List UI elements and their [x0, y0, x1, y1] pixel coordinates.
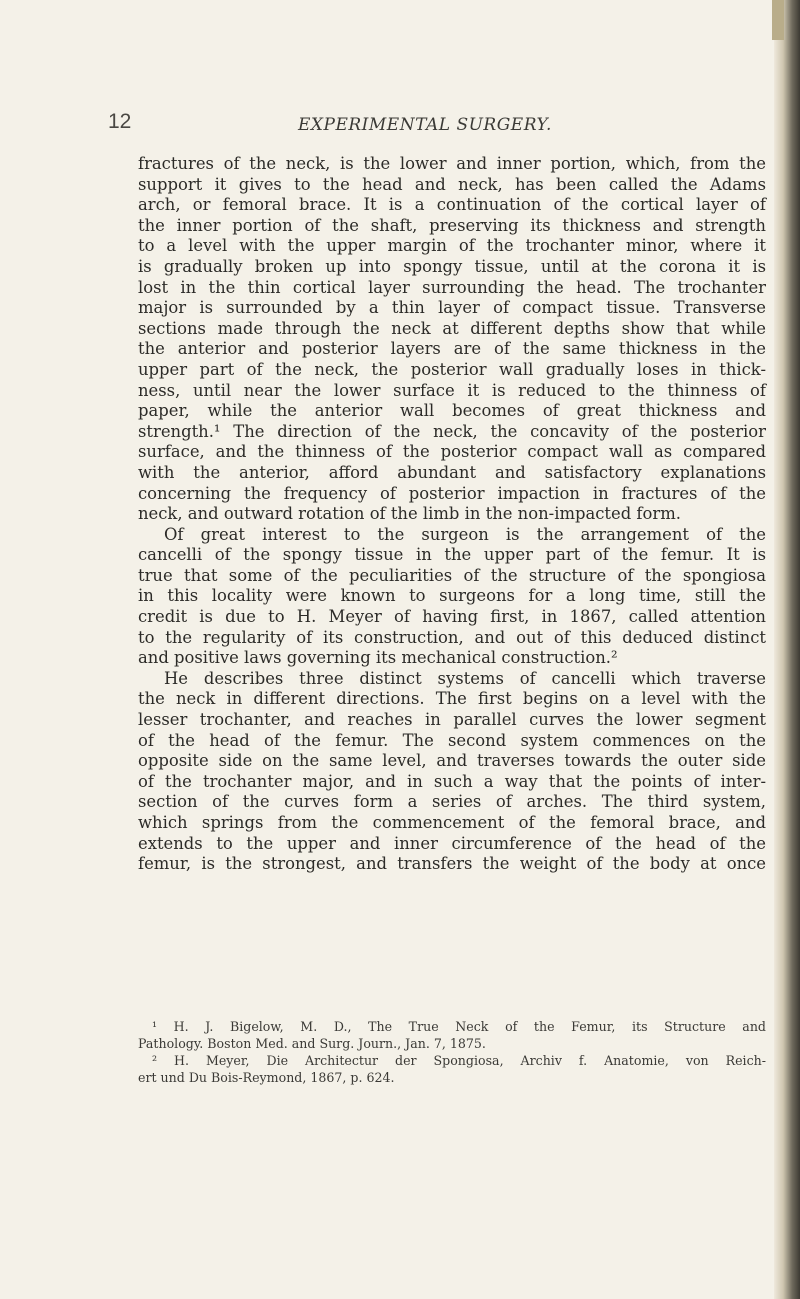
text-line: fractures of the neck, is the lower and inner portion, which, from the	[138, 154, 766, 173]
text-line: the inner portion of the shaft, preserving its thickness and strength	[138, 215, 766, 235]
text-line: major is surrounded by a thin layer of compact tissue. Transverse	[138, 298, 766, 318]
text-line: surface, and the thinness of the posterior compact wall as compared	[138, 442, 766, 462]
footnote-1: ¹ H. J. Bigelow, M. D., The True Neck of the Femur, its Structure and	[152, 1019, 766, 1034]
text-line: is gradually broken up into spongy tissue, until at the corona it is	[138, 256, 766, 276]
footnote-2-cont: ert und Du Bois-Reymond, 1867, p. 624.	[138, 1070, 395, 1085]
footnote-1-cont: Pathology. Boston Med. and Surg. Journ., Jan. 7, 1875.	[138, 1036, 486, 1051]
text-line: of the head of the femur. The second system commences on the	[138, 730, 766, 750]
text-line: opposite side on the same level, and traverses towards the outer side	[138, 751, 766, 771]
text-line: of the trochanter major, and in such a way that the points of inter-	[138, 771, 766, 791]
text-line: and positive laws governing its mechanical construction.²	[138, 648, 618, 668]
text-line: in this locality were known to surgeons for a long time, still the	[138, 586, 766, 606]
text-line: the anterior and posterior layers are of the same thickness in the	[138, 339, 766, 359]
page-edge-tab	[772, 0, 784, 40]
text-line: extends to the upper and inner circumference of the head of the	[138, 833, 766, 853]
text-line: to the regularity of its construction, and out of this deduced distinct	[138, 627, 766, 647]
text-line: to a level with the upper margin of the trochanter minor, where it	[138, 236, 766, 256]
page-header	[108, 110, 768, 140]
text-line: strength.¹ The direction of the neck, the concavity of the posterior	[138, 421, 766, 441]
running-title: EXPERIMENTAL SURGERY.	[298, 115, 552, 135]
page-edge	[774, 0, 800, 1299]
text-line: with the anterior, afford abundant and satisfactory explanations	[138, 462, 766, 482]
text-line: arch, or femoral brace. It is a continuation of the cortical layer of	[138, 195, 766, 215]
text-line: support it gives to the head and neck, has been called the Adams	[138, 174, 766, 194]
text-line: femur, is the strongest, and transfers the weight of the body at once	[138, 854, 766, 874]
text-line: lost in the thin cortical layer surrounding the head. The trochanter	[138, 277, 766, 297]
page-number: 12	[108, 110, 132, 133]
text-line: cancelli of the spongy tissue in the upper part of the femur. It is	[138, 545, 766, 565]
text-line: ness, until near the lower surface it is reduced to the thinness of	[138, 380, 766, 400]
text-line: which springs from the commencement of the femoral brace, and	[138, 813, 766, 832]
footnote-2: ² H. Meyer, Die Architectur der Spongiosa, Archiv f. Anatomie, von Reich-	[152, 1053, 766, 1068]
text-line: true that some of the peculiarities of the structure of the spongiosa	[138, 565, 766, 585]
text-line: lesser trochanter, and reaches in parallel curves the lower segment	[138, 710, 766, 730]
body-text	[138, 154, 766, 875]
footnotes	[138, 1018, 766, 1086]
paragraph-start-line: He describes three distinct systems of cancelli which traverse	[164, 668, 766, 688]
text-line: section of the curves form a series of arches. The third system,	[138, 792, 766, 812]
text-line: upper part of the neck, the posterior wall gradually loses in thick-	[138, 359, 766, 379]
paragraph-start-line: Of great interest to the surgeon is the arrangement of the	[164, 524, 766, 544]
text-line: credit is due to H. Meyer of having first, in 1867, called attention	[138, 607, 766, 627]
text-line: sections made through the neck at different depths show that while	[138, 318, 766, 338]
text-line: concerning the frequency of posterior impaction in fractures of the	[138, 483, 766, 503]
text-line: the neck in different directions. The first begins on a level with the	[138, 689, 766, 709]
text-line: neck, and outward rotation of the limb in the non-impacted form.	[138, 504, 681, 524]
text-line: paper, while the anterior wall becomes of great thickness and	[138, 401, 766, 421]
